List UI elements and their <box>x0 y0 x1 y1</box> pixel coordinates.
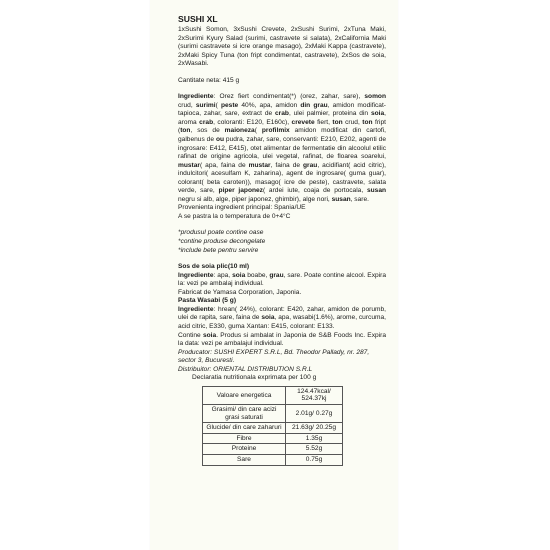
text-segment: ( ardei iute, coaja de portocala, <box>262 187 367 195</box>
text-segment: 40%, apa, amidon <box>238 101 301 109</box>
nutrient-name: Valoare energetica <box>203 386 286 404</box>
allergen-text: peste <box>220 101 239 109</box>
product-title: SUSHI XL <box>178 14 218 24</box>
allergen-text: soia <box>202 331 217 339</box>
allergen-text: soia <box>370 110 385 118</box>
text-segment: crud, <box>178 101 196 109</box>
nutrient-value: 0.75g <box>286 454 343 465</box>
note-bones: *produsul poate contine oase <box>178 229 264 237</box>
allergen-text: profilmix <box>261 127 290 135</box>
nutrient-name: Proteine <box>203 444 286 455</box>
background-left <box>0 0 150 550</box>
nutrition-row <box>203 423 343 434</box>
text-segment: boabe, <box>245 271 270 279</box>
text-segment: , acidifiant( acid citric), indulcitori( acesulfam K, zaharina), agent de ingrosare( guma guar), colorant( beta caroten)), masago( icre de peste), castravete, salata verde, sare, <box>178 161 386 195</box>
soy-heading: Sos de soia plic(10 ml) <box>178 263 250 271</box>
allergen-text: soia <box>261 314 275 322</box>
text-segment: negru si alb, alge, piper japonez, ghimbir), alge nori, <box>178 195 332 203</box>
nutrient-value: 1.35g <box>286 433 343 444</box>
allergen-text: maioneza <box>224 127 255 135</box>
allergen-text: ton <box>332 118 343 126</box>
text-segment: Contine <box>178 331 203 339</box>
nutrition-table <box>202 386 343 466</box>
nutrient-name: Glucide/ din care zaharuri <box>203 423 286 434</box>
origin-text: Provenienta ingredient principal: Spania/UE <box>178 204 306 212</box>
nutrient-name: Fibre <box>203 433 286 444</box>
allergen-text: ton <box>362 118 373 126</box>
nutrition-row <box>203 444 343 455</box>
nutrient-name: Grasimi/ din care acizi grasi saturati <box>203 404 286 422</box>
text-segment: ( <box>254 127 262 135</box>
nutrition-heading: Declaratia nutritionala exprimata per 100 g <box>192 374 317 382</box>
allergen-text: crab <box>199 118 214 126</box>
text-segment: ) (orez, zahar, sare), <box>293 93 365 101</box>
allergen-text: crab <box>275 110 289 118</box>
nutrient-value: 21.63g/ 20.25g <box>286 423 343 434</box>
allergen-text: Ingrediente <box>178 305 214 313</box>
nutrition-row <box>203 433 343 444</box>
distributor-text: Distribuitor: ORIENTAL DISTRIBUTION S.R.L <box>178 365 313 373</box>
text-segment: , coloranti: E120, E160c), <box>213 118 292 126</box>
nutrition-row <box>203 404 343 422</box>
text-segment: , ulei palmier, proteina din <box>288 110 371 118</box>
allergen-text: ton <box>180 127 191 135</box>
ingredients-text <box>178 93 386 204</box>
nutrient-name: Sare <box>203 454 286 465</box>
text-segment: . Produs si ambalat in Japonia de S&B Foods Inc. Expira la data: vezi pe ambalajul individual. <box>178 331 386 348</box>
soy-ingredients <box>178 272 386 289</box>
nutrition-row <box>203 386 343 404</box>
text-segment: , apa, wasabi(1.6%), arome, curcuma, acid citric, E330, guma Xantan: E415, colorant: E133. <box>178 314 386 330</box>
allergen-text: crevete <box>291 118 315 126</box>
allergen-text: grau <box>269 271 284 279</box>
allergen-text: Ingrediente <box>178 271 214 279</box>
allergen-text: soia <box>232 271 246 279</box>
nutrient-value: 5.52g <box>286 444 343 455</box>
text-segment: ( <box>215 101 221 109</box>
text-segment: fript ( <box>178 118 387 135</box>
text-segment: ( apa, faina de <box>200 161 249 169</box>
text-segment: , sos de <box>190 127 225 135</box>
producer-text: Producator: SUSHI EXPERT S.R.L, Bd. Theodor Pallady, nr. 287, sector 3, Bucuresti. <box>178 348 370 365</box>
text-segment: , amidon modificat-tapioca, zahar, sare, extract de <box>178 101 387 118</box>
allergen-text: ou <box>215 136 225 144</box>
text-segment: : Orez fiert condimentat( <box>213 93 292 101</box>
allergen-text: mustar <box>248 161 271 169</box>
allergen-text: din grau <box>300 101 328 109</box>
label-text <box>178 14 386 466</box>
text-segment: , aroma <box>178 110 386 126</box>
product-description: 1xSushi Somon, 3xSushi Crevete, 2xSushi Surimi, 2xTuna Maki, 2xSurimi Kyury Salad (surimi, castravete si salata), 2xCalifornia Maki (surimi castravete si icre orange masago), 2xMaki Kappa (castravete), 2xMaki Spicy Tuna (ton fript condimentat, castravete), 2xSos de soia, 2xWasabi. <box>178 26 386 68</box>
text-segment: , sare. <box>350 195 369 203</box>
text-segment: fiert, <box>314 118 333 126</box>
wasabi-heading: Pasta Wasabi (5 g) <box>178 297 237 305</box>
soy-maker: Fabricat de Yamasa Corporation, Japonia. <box>178 288 302 296</box>
allergen-text: susan <box>366 187 387 195</box>
text-segment: pudra, zahar, sare, conservanti: E210, E202, agenti de ingrosare: E412, E415), otet alimentar de fermentatie din alcoolul etilic rafinat de origine agricola, ulei vegetal, rafinat, de floarea soarelui, <box>178 136 387 161</box>
allergen-text: somon <box>364 93 386 101</box>
wasabi-ingredients <box>178 306 386 332</box>
nutrition-row <box>203 454 343 465</box>
nutrient-value: 2.01g/ 0.27g <box>286 404 343 422</box>
note-thawed: *contine produse decongelate <box>178 238 266 246</box>
nutrient-value: 124.47kcal/ 524.37kj <box>286 386 343 404</box>
note-sticks: *include bete pentru servire <box>178 246 259 254</box>
text-segment: crud, <box>342 118 363 126</box>
wasabi-contains <box>178 332 386 349</box>
text-segment: : apa, <box>213 271 233 279</box>
text-segment: * <box>291 93 294 101</box>
allergen-text: piper japonez <box>218 187 263 195</box>
text-segment: : hrean( 24%), colorant: E420, zahar, amidon de porumb, ulei de rapita, sare, faina de <box>178 305 386 322</box>
allergen-text: surimi <box>195 101 216 109</box>
storage-text: A se pastra la o temperatura de 0+4°C <box>178 212 291 220</box>
allergen-text: grau <box>303 161 318 169</box>
text-segment: , faina de <box>270 161 304 169</box>
allergen-text: mustar <box>178 161 200 169</box>
text-segment: , sare. Poate contine alcool. Expira la: vezi pe ambalaj individual. <box>178 271 386 288</box>
background-right <box>398 0 550 550</box>
allergen-text: Ingrediente <box>178 93 214 101</box>
allergen-text: susan <box>331 195 351 203</box>
text-segment: amidon modificat din cartofi, galbenus de <box>178 127 386 144</box>
net-quantity: Cantitate neta: 415 g <box>178 76 240 84</box>
